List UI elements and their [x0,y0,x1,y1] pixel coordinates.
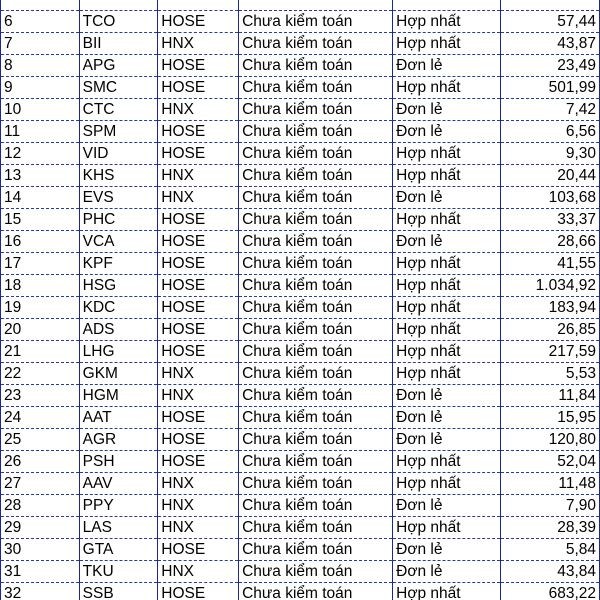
row-number-cell[interactable]: 20 [1,319,80,341]
ticker-cell[interactable]: BII [79,33,158,55]
audit-status-cell[interactable]: Chưa kiểm toán [239,539,393,561]
exchange-cell[interactable]: HOSE [158,121,239,143]
report-type-cell[interactable]: Hợp nhất [393,33,501,55]
exchange-cell[interactable]: HNX [158,473,239,495]
row-number-cell[interactable]: 6 [1,11,80,33]
exchange-cell[interactable]: HOSE [158,407,239,429]
value-cell[interactable]: 7,90 [500,495,599,517]
ticker-cell[interactable]: KPF [79,253,158,275]
value-cell[interactable]: 20,44 [500,165,599,187]
row-number-cell[interactable]: 30 [1,539,80,561]
table-row [1,231,600,253]
row-number-cell[interactable]: 10 [1,99,80,121]
exchange-cell[interactable]: HNX [158,385,239,407]
table-row [1,33,600,55]
report-type-cell[interactable]: Hợp nhất [393,77,501,99]
value-cell[interactable]: 43,84 [500,561,599,583]
value-cell[interactable]: 1.034,92 [500,275,599,297]
audit-status-cell[interactable] [239,0,393,11]
row-number-cell[interactable]: 18 [1,275,80,297]
audit-status-cell[interactable]: Chưa kiểm toán [239,55,393,77]
value-cell[interactable]: 6,56 [500,121,599,143]
row-number-cell[interactable]: 13 [1,165,80,187]
row-number-cell[interactable]: 15 [1,209,80,231]
report-type-cell[interactable]: Đơn lẻ [393,231,501,253]
report-type-cell[interactable]: Đơn lẻ [393,539,501,561]
ticker-cell[interactable]: HSG [79,275,158,297]
exchange-cell[interactable]: HNX [158,517,239,539]
ticker-cell[interactable]: SSB [79,583,158,600]
exchange-cell[interactable]: HOSE [158,429,239,451]
value-cell[interactable]: 7,42 [500,99,599,121]
audit-status-cell[interactable]: Chưa kiểm toán [239,451,393,473]
ticker-cell[interactable]: AAV [79,473,158,495]
ticker-cell[interactable]: AGR [79,429,158,451]
row-number-cell[interactable]: 25 [1,429,80,451]
report-type-cell[interactable]: Đơn lẻ [393,187,501,209]
value-cell[interactable]: 5,53 [500,363,599,385]
exchange-cell[interactable]: HNX [158,165,239,187]
exchange-cell[interactable]: HOSE [158,77,239,99]
exchange-cell[interactable]: HOSE [158,253,239,275]
audit-status-cell[interactable]: Chưa kiểm toán [239,407,393,429]
exchange-cell[interactable]: HOSE [158,319,239,341]
row-number-cell[interactable]: 26 [1,451,80,473]
audit-status-cell[interactable]: Chưa kiểm toán [239,275,393,297]
ticker-cell[interactable]: PSH [79,451,158,473]
report-type-cell[interactable]: Đơn lẻ [393,495,501,517]
value-cell[interactable]: 11,84 [500,385,599,407]
table-row [1,143,600,165]
value-cell[interactable]: 103,68 [500,187,599,209]
table-row [1,319,600,341]
ticker-cell[interactable]: GKM [79,363,158,385]
value-cell[interactable]: 683,22 [500,583,599,600]
value-cell[interactable]: 23,49 [500,55,599,77]
ticker-cell[interactable]: SPM [79,121,158,143]
report-type-cell[interactable]: Hợp nhất [393,143,501,165]
audit-status-cell[interactable]: Chưa kiểm toán [239,583,393,600]
table-row [1,121,600,143]
value-cell[interactable]: 5,84 [500,539,599,561]
audit-status-cell[interactable]: Chưa kiểm toán [239,33,393,55]
table-row [1,517,600,539]
row-number-cell[interactable]: 12 [1,143,80,165]
value-cell[interactable]: 52,04 [500,451,599,473]
row-number-cell[interactable]: 16 [1,231,80,253]
exchange-cell[interactable]: HNX [158,99,239,121]
exchange-cell[interactable]: HOSE [158,209,239,231]
exchange-cell[interactable]: HOSE [158,231,239,253]
ticker-cell[interactable]: LHG [79,341,158,363]
exchange-cell[interactable]: HNX [158,33,239,55]
row-number-cell[interactable]: 21 [1,341,80,363]
ticker-cell[interactable]: TKU [79,561,158,583]
row-number-cell[interactable]: 32 [1,583,80,600]
report-type-cell[interactable]: Đơn lẻ [393,121,501,143]
ticker-cell[interactable]: LAS [79,517,158,539]
table-row [1,187,600,209]
value-cell[interactable]: 43,87 [500,33,599,55]
report-type-cell[interactable]: Hợp nhất [393,275,501,297]
row-number-cell[interactable]: 29 [1,517,80,539]
exchange-cell[interactable]: HOSE [158,341,239,363]
table-row [1,11,600,33]
exchange-cell[interactable]: HOSE [158,451,239,473]
ticker-cell[interactable]: PHC [79,209,158,231]
report-type-cell[interactable]: Hợp nhất [393,297,501,319]
audit-status-cell[interactable]: Chưa kiểm toán [239,363,393,385]
report-type-cell[interactable]: Đơn lẻ [393,99,501,121]
audit-status-cell[interactable]: Chưa kiểm toán [239,11,393,33]
audit-status-cell[interactable]: Chưa kiểm toán [239,231,393,253]
audit-status-cell[interactable]: Chưa kiểm toán [239,187,393,209]
ticker-cell[interactable]: VID [79,143,158,165]
row-number-cell[interactable]: 14 [1,187,80,209]
ticker-cell[interactable]: GTA [79,539,158,561]
table-row [1,275,600,297]
table-row [1,385,600,407]
exchange-cell[interactable]: HNX [158,561,239,583]
value-cell[interactable]: 501,99 [500,77,599,99]
report-type-cell[interactable]: Đơn lẻ [393,385,501,407]
exchange-cell[interactable]: HOSE [158,11,239,33]
audit-status-cell[interactable]: Chưa kiểm toán [239,209,393,231]
ticker-cell[interactable]: APG [79,55,158,77]
row-number-cell[interactable]: 19 [1,297,80,319]
exchange-cell[interactable]: HOSE [158,583,239,600]
ticker-cell[interactable]: HGM [79,385,158,407]
table-row [1,473,600,495]
audit-status-cell[interactable]: Chưa kiểm toán [239,341,393,363]
ticker-cell[interactable]: CTC [79,99,158,121]
report-type-cell[interactable]: Hợp nhất [393,319,501,341]
report-type-cell[interactable]: Hợp nhất [393,11,501,33]
report-type-cell[interactable]: Đơn lẻ [393,407,501,429]
value-cell[interactable]: 28,66 [500,231,599,253]
table-row [1,99,600,121]
ticker-cell[interactable] [79,0,158,11]
exchange-cell[interactable]: HNX [158,363,239,385]
audit-status-cell[interactable]: Chưa kiểm toán [239,385,393,407]
table-row [1,583,600,600]
ticker-cell[interactable]: VCA [79,231,158,253]
audit-status-cell[interactable]: Chưa kiểm toán [239,319,393,341]
report-type-cell[interactable]: Hợp nhất [393,583,501,600]
row-number-cell[interactable]: 8 [1,55,80,77]
audit-status-cell[interactable]: Chưa kiểm toán [239,495,393,517]
row-number-cell[interactable]: 23 [1,385,80,407]
value-cell[interactable]: 9,30 [500,143,599,165]
audit-status-cell[interactable]: Chưa kiểm toán [239,517,393,539]
exchange-cell[interactable]: HOSE [158,143,239,165]
table-row [1,165,600,187]
exchange-cell[interactable]: HNX [158,187,239,209]
value-cell[interactable]: 15,95 [500,407,599,429]
table-row [1,561,600,583]
exchange-cell[interactable]: HOSE [158,297,239,319]
row-number-cell[interactable]: 17 [1,253,80,275]
ticker-cell[interactable]: AAT [79,407,158,429]
audit-status-cell[interactable]: Chưa kiểm toán [239,429,393,451]
row-number-cell[interactable]: 27 [1,473,80,495]
report-type-cell[interactable]: Hợp nhất [393,165,501,187]
report-type-cell[interactable]: Đơn lẻ [393,561,501,583]
ticker-cell[interactable]: EVS [79,187,158,209]
table-row [1,77,600,99]
table-row [1,407,600,429]
audit-status-cell[interactable]: Chưa kiểm toán [239,253,393,275]
audit-status-cell[interactable]: Chưa kiểm toán [239,165,393,187]
report-type-cell[interactable]: Hợp nhất [393,363,501,385]
value-cell[interactable]: 11,48 [500,473,599,495]
row-number-cell[interactable]: 9 [1,77,80,99]
report-type-cell[interactable]: Hợp nhất [393,517,501,539]
value-cell[interactable] [500,0,599,11]
table-row [1,451,600,473]
value-cell[interactable]: 183,94 [500,297,599,319]
table-row [1,253,600,275]
audit-status-cell[interactable]: Chưa kiểm toán [239,121,393,143]
exchange-cell[interactable] [158,0,239,11]
exchange-cell[interactable]: HOSE [158,275,239,297]
table-row [1,429,600,451]
value-cell[interactable]: 41,55 [500,253,599,275]
report-type-cell[interactable]: Hợp nhất [393,451,501,473]
audit-status-cell[interactable]: Chưa kiểm toán [239,143,393,165]
table-row [1,55,600,77]
table-row [1,209,600,231]
row-number-cell[interactable]: 28 [1,495,80,517]
ticker-cell[interactable]: TCO [79,11,158,33]
audit-status-cell[interactable]: Chưa kiểm toán [239,473,393,495]
value-cell[interactable]: 28,39 [500,517,599,539]
exchange-cell[interactable]: HNX [158,495,239,517]
row-number-cell[interactable]: 7 [1,33,80,55]
value-cell[interactable]: 120,80 [500,429,599,451]
table-body [1,0,600,600]
exchange-cell[interactable]: HOSE [158,539,239,561]
ticker-cell[interactable]: ADS [79,319,158,341]
ticker-cell[interactable]: KHS [79,165,158,187]
row-number-cell[interactable]: 22 [1,363,80,385]
table-row [1,341,600,363]
report-type-cell[interactable]: Hợp nhất [393,209,501,231]
value-cell[interactable]: 33,37 [500,209,599,231]
row-number-cell[interactable] [1,0,80,11]
table-row [1,297,600,319]
report-type-cell[interactable]: Hợp nhất [393,341,501,363]
table-row [1,539,600,561]
table-row [1,495,600,517]
row-number-cell[interactable]: 24 [1,407,80,429]
value-cell[interactable]: 57,44 [500,11,599,33]
report-type-cell[interactable]: Hợp nhất [393,253,501,275]
report-type-cell[interactable]: Đơn lẻ [393,55,501,77]
ticker-cell[interactable]: SMC [79,77,158,99]
report-type-cell[interactable]: Hợp nhất [393,473,501,495]
report-type-cell[interactable] [393,0,501,11]
table-row [1,0,600,11]
value-cell[interactable]: 217,59 [500,341,599,363]
ticker-cell[interactable]: KDC [79,297,158,319]
audit-status-cell[interactable]: Chưa kiểm toán [239,99,393,121]
row-number-cell[interactable]: 11 [1,121,80,143]
exchange-cell[interactable]: HOSE [158,55,239,77]
report-type-cell[interactable]: Đơn lẻ [393,429,501,451]
ticker-cell[interactable]: PPY [79,495,158,517]
value-cell[interactable]: 26,85 [500,319,599,341]
audit-status-cell[interactable]: Chưa kiểm toán [239,77,393,99]
row-number-cell[interactable]: 31 [1,561,80,583]
table-row [1,363,600,385]
audit-status-cell[interactable]: Chưa kiểm toán [239,297,393,319]
audit-status-cell[interactable]: Chưa kiểm toán [239,561,393,583]
